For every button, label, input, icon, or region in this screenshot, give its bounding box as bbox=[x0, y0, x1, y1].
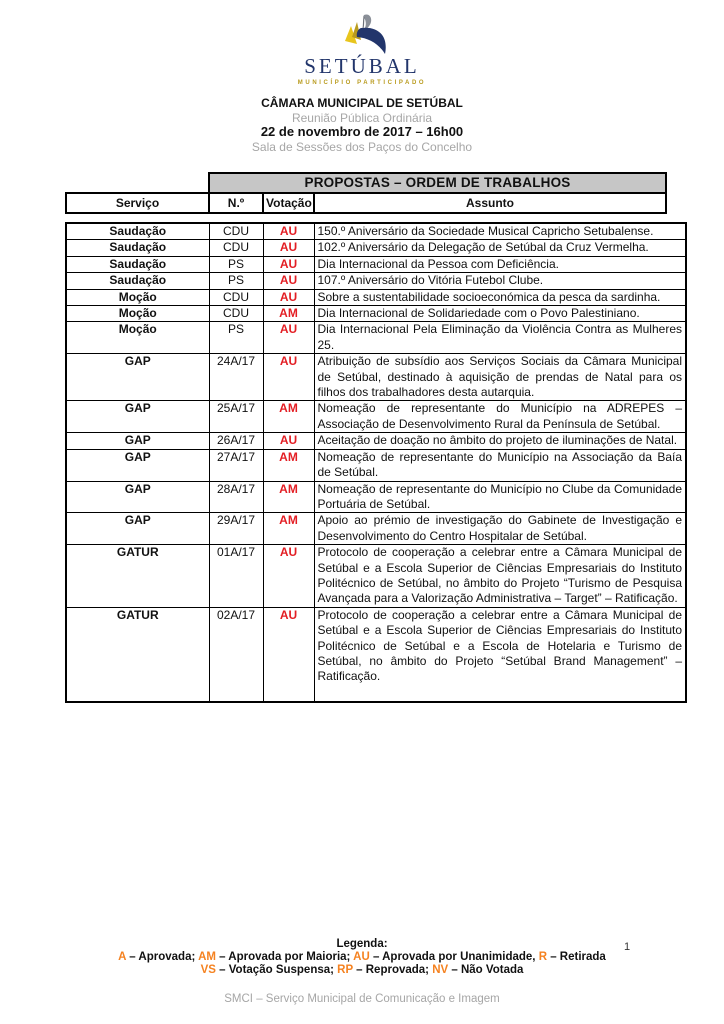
legend-text: – Retirada bbox=[547, 951, 606, 963]
servico-cell: Moção bbox=[66, 322, 209, 354]
meeting-type: Reunião Pública Ordinária bbox=[291, 110, 433, 125]
table-row bbox=[66, 354, 686, 401]
column-header-servico: Serviço bbox=[66, 193, 209, 213]
numero-cell: 26A/17 bbox=[209, 433, 263, 449]
legend-text: – Reprovada; bbox=[352, 964, 433, 976]
assunto-cell: Sobre a sustentabilidade socioeconómica da pesca da sardinha. bbox=[314, 289, 686, 305]
numero-cell: 02A/17 bbox=[209, 607, 263, 702]
assunto-cell: Aceitação de doação no âmbito do projeto de iluminações de Natal. bbox=[314, 433, 686, 449]
legend-text: – Aprovada por Unanimidade, bbox=[369, 951, 539, 963]
table-row bbox=[66, 513, 686, 545]
servico-cell: Saudação bbox=[66, 240, 209, 256]
agenda-items-table bbox=[65, 222, 687, 703]
servico-cell: Saudação bbox=[66, 273, 209, 289]
legend-title: Legenda: bbox=[336, 938, 388, 950]
logo-tagline: MUNICÍPIO PARTICIPADO bbox=[297, 80, 427, 86]
servico-cell: GAP bbox=[66, 481, 209, 513]
votacao-cell: AU bbox=[263, 289, 314, 305]
votacao-cell: AU bbox=[263, 256, 314, 272]
votacao-cell: AU bbox=[263, 545, 314, 608]
meeting-datetime: 22 de novembro de 2017 – 16h00 bbox=[260, 124, 464, 139]
document-header bbox=[0, 96, 724, 154]
assunto-cell: Apoio ao prémio de investigação do Gabinete de Investigação e Desenvolvimento do Centro Hospitalar de Setúbal. bbox=[314, 513, 686, 545]
legend-line-1 bbox=[0, 951, 724, 964]
table-row bbox=[66, 433, 686, 449]
votacao-cell: AU bbox=[263, 433, 314, 449]
servico-cell: GAP bbox=[66, 449, 209, 481]
table-row bbox=[66, 256, 686, 272]
legend-text: – Não Votada bbox=[448, 964, 524, 976]
numero-cell: CDU bbox=[209, 289, 263, 305]
votacao-cell: AM bbox=[263, 513, 314, 545]
column-header-row bbox=[66, 193, 666, 213]
legend-line-2 bbox=[0, 964, 724, 977]
assunto-cell: Protocolo de cooperação a celebrar entre a Câmara Municipal de Setúbal e a Escola Superior de Ciências Empresariais do Instituto Politécnico de Setúbal, no âmbito do Projeto “Turismo de Pesquisa Avançada para a Valorização Administrativa – Target” – Ratificação. bbox=[314, 545, 686, 608]
votacao-cell: AU bbox=[263, 607, 314, 702]
assunto-cell: Nomeação de representante do Município no Clube da Comunidade Portuária de Setúbal. bbox=[314, 481, 686, 513]
table-row bbox=[66, 481, 686, 513]
assunto-cell: Protocolo de cooperação a celebrar entre a Câmara Municipal de Setúbal e a Escola Superior de Ciências Empresariais do Instituto Politécnico de Setúbal e a Escola de Hotelaria e Turismo de Setúbal, no âmbito do Projeto “Setúbal Brand Management” – Ratificação. bbox=[314, 607, 686, 702]
legend-text: – Aprovada; bbox=[126, 951, 199, 963]
votacao-cell: AU bbox=[263, 223, 314, 240]
servico-cell: GATUR bbox=[66, 545, 209, 608]
servico-cell: GAP bbox=[66, 354, 209, 401]
legend-abbr: AM bbox=[198, 951, 216, 963]
numero-cell: 28A/17 bbox=[209, 481, 263, 513]
legend-abbr: RP bbox=[337, 964, 353, 976]
table-row bbox=[66, 223, 686, 240]
logo-wordmark: SETÚBAL bbox=[304, 54, 420, 78]
setubal-logo bbox=[0, 14, 724, 86]
legend-abbr: VS bbox=[200, 964, 216, 976]
assunto-cell: 150.º Aniversário da Sociedade Musical Capricho Setubalense. bbox=[314, 223, 686, 240]
legend-abbr: A bbox=[118, 951, 127, 963]
assunto-cell: Dia Internacional da Pessoa com Deficiência. bbox=[314, 256, 686, 272]
votacao-cell: AM bbox=[263, 481, 314, 513]
servico-cell: Moção bbox=[66, 306, 209, 322]
table-row bbox=[66, 401, 686, 433]
servico-cell: GAP bbox=[66, 433, 209, 449]
servico-cell: GAP bbox=[66, 401, 209, 433]
numero-cell: PS bbox=[209, 256, 263, 272]
votacao-cell: AU bbox=[263, 240, 314, 256]
legend-abbr: AU bbox=[353, 951, 370, 963]
legend-text: – Aprovada por Maioria; bbox=[215, 951, 354, 963]
header-spacer-cell bbox=[66, 173, 209, 193]
table-row bbox=[66, 545, 686, 608]
servico-cell: Saudação bbox=[66, 223, 209, 240]
assunto-cell: Atribuição de subsídio aos Serviços Sociais da Câmara Municipal de Setúbal, destinado à aquisição de prendas de Natal para os filhos dos trabalhadores desta autarquia. bbox=[314, 354, 686, 401]
numero-cell: 24A/17 bbox=[209, 354, 263, 401]
proposals-banner: PROPOSTAS – ORDEM DE TRABALHOS bbox=[209, 173, 666, 193]
servico-cell: GATUR bbox=[66, 607, 209, 702]
votacao-cell: AU bbox=[263, 273, 314, 289]
numero-cell: CDU bbox=[209, 223, 263, 240]
column-header-votacao: Votação bbox=[263, 193, 314, 213]
org-title: CÂMARA MUNICIPAL DE SETÚBAL bbox=[261, 96, 463, 110]
numero-cell: CDU bbox=[209, 306, 263, 322]
table-row bbox=[66, 322, 686, 354]
numero-cell: PS bbox=[209, 273, 263, 289]
legend-text: – Votação Suspensa; bbox=[215, 964, 338, 976]
servico-cell: GAP bbox=[66, 513, 209, 545]
votacao-cell: AM bbox=[263, 306, 314, 322]
meeting-location: Sala de Sessões dos Paços do Concelho bbox=[251, 139, 473, 154]
assunto-cell: Nomeação de representante do Município na ADREPES – Associação de Desenvolvimento Rural da Península de Setúbal. bbox=[314, 401, 686, 433]
legend-abbr: R bbox=[538, 951, 547, 963]
numero-cell: 29A/17 bbox=[209, 513, 263, 545]
smci-footer: SMCI – Serviço Municipal de Comunicação e Imagem bbox=[224, 993, 500, 1005]
numero-cell: 27A/17 bbox=[209, 449, 263, 481]
votacao-cell: AU bbox=[263, 322, 314, 354]
agenda-header-table bbox=[65, 172, 667, 214]
table-row bbox=[66, 306, 686, 322]
table-row bbox=[66, 607, 686, 702]
table-row bbox=[66, 449, 686, 481]
column-header-assunto: Assunto bbox=[314, 193, 666, 213]
legend bbox=[0, 938, 724, 977]
table-row bbox=[66, 273, 686, 289]
assunto-cell: Dia Internacional Pela Eliminação da Violência Contra as Mulheres 25. bbox=[314, 322, 686, 354]
legend-abbr: NV bbox=[432, 964, 449, 976]
votacao-cell: AM bbox=[263, 449, 314, 481]
servico-cell: Moção bbox=[66, 289, 209, 305]
assunto-cell: 102.º Aniversário da Delegação de Setúbal da Cruz Vermelha. bbox=[314, 240, 686, 256]
table-row bbox=[66, 289, 686, 305]
column-header-numero: N.º bbox=[209, 193, 263, 213]
assunto-cell: Dia Internacional de Solidariedade com o Povo Palestiniano. bbox=[314, 306, 686, 322]
votacao-cell: AM bbox=[263, 401, 314, 433]
numero-cell: CDU bbox=[209, 240, 263, 256]
numero-cell: PS bbox=[209, 322, 263, 354]
numero-cell: 01A/17 bbox=[209, 545, 263, 608]
assunto-cell: Nomeação de representante do Município na Associação da Baía de Setúbal. bbox=[314, 449, 686, 481]
page-number: 1 bbox=[624, 941, 631, 953]
servico-cell: Saudação bbox=[66, 256, 209, 272]
votacao-cell: AU bbox=[263, 354, 314, 401]
table-row bbox=[66, 240, 686, 256]
assunto-cell: 107.º Aniversário do Vitória Futebol Clube. bbox=[314, 273, 686, 289]
numero-cell: 25A/17 bbox=[209, 401, 263, 433]
